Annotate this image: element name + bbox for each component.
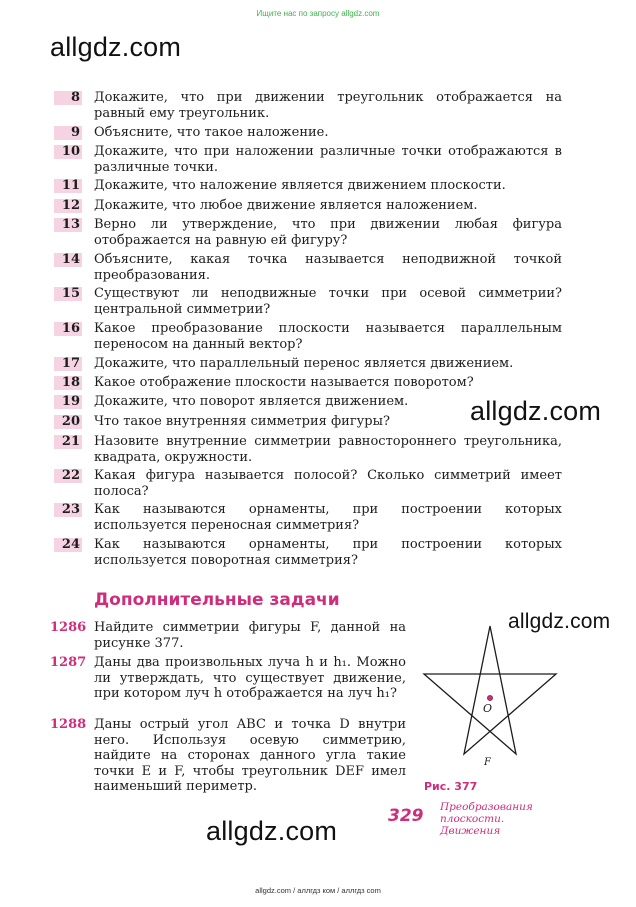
question-text: Докажите, что при движении треугольник отображается на равный ему треугольник.: [94, 90, 562, 121]
question-text: Что такое внутренняя симметрия фигуры?: [94, 414, 390, 429]
question-text: Существуют ли неподвижные точки при осевой симметрии? центральной симметрии?: [94, 286, 562, 317]
question-number: 8: [58, 90, 80, 106]
question-text: Верно ли утверждение, что при движении любая фигура отображается на равную ей фигуру?: [94, 217, 562, 248]
task-text: Даны острый угол ABC и точка D внутри него. Используя осевую симметрию, найдите на сторонах данного угла такие точки E и F, чтобы треугольник DEF имел наименьший периметр.: [94, 717, 406, 794]
task-item: [50, 717, 406, 795]
question-item: [58, 125, 562, 141]
figure-label-f: F: [484, 757, 491, 768]
question-item: [58, 375, 562, 391]
question-item: [58, 434, 562, 465]
question-number: 15: [58, 286, 80, 302]
question-item: [58, 356, 562, 372]
question-item: [58, 252, 562, 283]
question-number: 17: [58, 356, 80, 372]
question-text: Какая фигура называется полосой? Сколько симметрий имеет полоса?: [94, 468, 562, 499]
watermark: allgdz.com: [470, 396, 602, 426]
question-item: [58, 321, 562, 352]
question-number: 12: [58, 198, 80, 214]
section-title: Дополнительные задачи: [94, 590, 340, 610]
question-item: [58, 414, 562, 430]
question-item: [58, 198, 562, 214]
question-item: [58, 468, 562, 499]
running-head: [440, 801, 550, 837]
question-text: Какое отображение плоскости называется поворотом?: [94, 375, 474, 390]
question-text: Докажите, что наложение является движением плоскости.: [94, 178, 506, 193]
running-head-line: Движения: [440, 825, 501, 837]
question-item: [58, 502, 562, 533]
watermark: allgdz.com: [206, 816, 338, 846]
question-item: [58, 178, 562, 194]
watermark: allgdz.com: [50, 32, 182, 62]
question-number: 10: [58, 144, 80, 160]
question-number: 9: [58, 125, 80, 141]
question-text: Докажите, что любое движение является наложением.: [94, 198, 478, 213]
watermark: allgdz.com: [508, 610, 611, 633]
figure-star: [420, 622, 560, 770]
question-number: 20: [58, 414, 80, 430]
task-text: Найдите симметрии фигуры F, данной на рисунке 377.: [94, 620, 406, 651]
point-label-o: O: [483, 702, 493, 715]
task-number: 1286: [50, 620, 87, 635]
task-text: Даны два произвольных луча h и h₁. Можно ли утверждать, что существует движение, при котором луч h отображается на луч h₁?: [94, 655, 406, 701]
question-text: Докажите, что параллельный перенос является движением.: [94, 356, 514, 371]
question-text: Как называются орнаменты, при построении которых используется поворотная симметрия?: [94, 537, 562, 568]
star-diagram: [420, 622, 560, 770]
question-item: [58, 286, 562, 317]
task-item: [50, 620, 406, 651]
question-number: 13: [58, 217, 80, 233]
question-text: Как называются орнаменты, при построении которых используется переносная симметрия?: [94, 502, 562, 533]
task-number: 1288: [50, 717, 87, 732]
question-number: 16: [58, 321, 80, 337]
task-number: 1287: [50, 655, 87, 670]
question-number: 22: [58, 468, 80, 484]
question-item: [58, 537, 562, 568]
question-text: Докажите, что поворот является движением.: [94, 394, 409, 409]
question-text: Объясните, что такое наложение.: [94, 125, 329, 140]
center-point: [487, 695, 492, 700]
question-item: [58, 394, 562, 410]
question-number: 24: [58, 537, 80, 553]
task-item: [50, 655, 406, 702]
question-text: Какое преобразование плоскости называется параллельным переносом на данный вектор?: [94, 321, 562, 352]
page-number: 329: [388, 806, 424, 826]
header-note[interactable]: Ищите нас по запросу allgdz.com: [256, 9, 380, 18]
footer-note[interactable]: allgdz.com / аллгдз ком / аллгдз com: [255, 886, 381, 895]
question-number: 19: [58, 394, 80, 410]
question-item: [58, 144, 562, 175]
question-text: Назовите внутренние симметрии равностороннего треугольника, квадрата, окружности.: [94, 434, 562, 465]
question-item: [58, 217, 562, 248]
figure-caption: Рис. 377: [424, 780, 478, 793]
question-number: 21: [58, 434, 80, 450]
star-outline: [424, 626, 556, 754]
question-number: 14: [58, 252, 80, 268]
question-number: 23: [58, 502, 80, 518]
running-head-line: плоскости.: [440, 813, 505, 825]
question-text: Объясните, какая точка называется неподвижной точкой преобразования.: [94, 252, 562, 283]
running-head-line: Преобразования: [440, 801, 533, 813]
question-item: [58, 90, 562, 121]
question-number: 18: [58, 375, 80, 391]
question-number: 11: [58, 178, 80, 194]
question-text: Докажите, что при наложении различные точки отображаются в различные точки.: [94, 144, 562, 175]
